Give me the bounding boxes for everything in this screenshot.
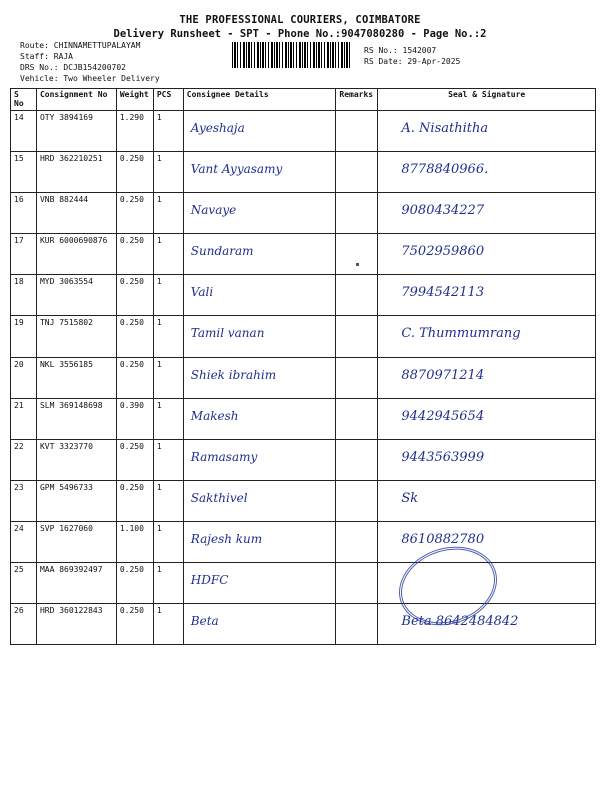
row-consignee [183, 521, 336, 562]
row-consignee [183, 439, 336, 480]
consignee-handwriting: Sakthivel [190, 490, 248, 505]
row-sno: 20 [11, 357, 37, 398]
table-row [11, 152, 596, 193]
row-sno: 18 [11, 275, 37, 316]
signature-handwriting: 9443563999 [401, 449, 485, 465]
table-row [11, 234, 596, 275]
row-pcs: 1 [153, 152, 183, 193]
row-remarks [336, 152, 378, 193]
row-consignment-no: HRD 362210251 [36, 152, 116, 193]
row-consignee [183, 193, 336, 234]
signature-handwriting: 8778840966. [401, 162, 489, 178]
row-weight: 0.250 [116, 275, 153, 316]
row-sno: 26 [11, 604, 37, 645]
row-remarks [336, 439, 378, 480]
row-consignment-no: VNB 882444 [36, 193, 116, 234]
table-row [11, 357, 596, 398]
table-row [11, 480, 596, 521]
row-sno: 21 [11, 398, 37, 439]
row-sno: 25 [11, 563, 37, 604]
table-row [11, 193, 596, 234]
row-sno: 24 [11, 521, 37, 562]
row-weight: 0.250 [116, 316, 153, 357]
row-signature [378, 234, 596, 275]
col-sno: S No [11, 89, 37, 111]
runsheet-table [10, 88, 596, 645]
row-weight: 0.250 [116, 193, 153, 234]
row-sno: 16 [11, 193, 37, 234]
row-signature [378, 480, 596, 521]
row-remarks [336, 398, 378, 439]
table-row [11, 439, 596, 480]
row-weight: 0.250 [116, 439, 153, 480]
row-remarks [336, 193, 378, 234]
runsheet-subtitle: Delivery Runsheet - SPT - Phone No.:9047080280 - Page No.:2 [113, 28, 487, 40]
row-pcs: 1 [153, 398, 183, 439]
row-signature [378, 357, 596, 398]
row-consignment-no: MYD 3063554 [36, 275, 116, 316]
row-signature [378, 152, 596, 193]
row-weight: 0.390 [116, 398, 153, 439]
row-consignee [183, 357, 336, 398]
consignee-handwriting: Beta [190, 614, 219, 629]
row-weight: 0.250 [116, 563, 153, 604]
row-remarks [336, 316, 378, 357]
row-signature [378, 398, 596, 439]
row-signature [378, 275, 596, 316]
consignee-handwriting: Ayeshaja [190, 121, 245, 135]
runsheet-title: THE PROFESSIONAL COURIERS, COIMBATORE [179, 14, 421, 26]
row-remarks [336, 604, 378, 645]
vehicle-label: Vehicle: Two Wheeler Delivery [20, 74, 160, 83]
signature-handwriting: 7502959860 [401, 244, 485, 260]
row-sno: 17 [11, 234, 37, 275]
consignee-handwriting: Sundaram [190, 244, 254, 259]
row-pcs: 1 [153, 563, 183, 604]
row-consignee [183, 275, 336, 316]
signature-handwriting: 7994542113 [401, 285, 485, 301]
consignee-handwriting: Makesh [190, 408, 239, 423]
row-consignee [183, 604, 336, 645]
row-remarks [336, 234, 378, 275]
row-sno: 15 [11, 152, 37, 193]
signature-handwriting: 9442945654 [401, 408, 485, 424]
table-row [11, 398, 596, 439]
barcode-image [232, 42, 350, 68]
row-signature [378, 316, 596, 357]
consignee-handwriting: Tamil vanan [190, 326, 265, 341]
row-remarks [336, 111, 378, 152]
consignee-handwriting: HDFC [190, 573, 229, 588]
table-row [11, 275, 596, 316]
row-consignment-no: TNJ 7515802 [36, 316, 116, 357]
row-weight: 0.250 [116, 604, 153, 645]
row-consignee [183, 480, 336, 521]
row-weight: 0.250 [116, 357, 153, 398]
row-pcs: 1 [153, 521, 183, 562]
row-remarks [336, 275, 378, 316]
row-weight: 0.250 [116, 480, 153, 521]
scan-dot [356, 263, 359, 266]
row-pcs: 1 [153, 234, 183, 275]
row-weight: 0.250 [116, 152, 153, 193]
row-consignee [183, 563, 336, 604]
row-remarks [336, 357, 378, 398]
row-pcs: 1 [153, 357, 183, 398]
row-consignee [183, 316, 336, 357]
col-remarks: Remarks [336, 89, 378, 111]
signature-handwriting: 8610882780 [401, 531, 485, 547]
signature-handwriting: A. Nisathitha [401, 121, 489, 136]
table-header-row [11, 89, 596, 111]
row-consignment-no: KUR 6000690876 [36, 234, 116, 275]
row-pcs: 1 [153, 316, 183, 357]
consignee-handwriting: Shiek ibrahim [190, 367, 277, 382]
row-pcs: 1 [153, 111, 183, 152]
row-pcs: 1 [153, 439, 183, 480]
table-row [11, 563, 596, 604]
signature-handwriting: C. Thummumrang [401, 326, 521, 342]
route-label: Route: CHINNAMETTUPALAYAM [20, 41, 141, 50]
row-sno: 19 [11, 316, 37, 357]
consignee-handwriting: Rajesh kum [190, 531, 263, 546]
col-consignee: Consignee Details [183, 89, 336, 111]
row-consignment-no: SLM 369148698 [36, 398, 116, 439]
row-remarks [336, 480, 378, 521]
consignee-handwriting: Vali [190, 285, 214, 300]
signature-handwriting: 8870971214 [401, 367, 485, 383]
row-consignment-no: OTY 3894169 [36, 111, 116, 152]
row-sno: 23 [11, 480, 37, 521]
row-sno: 22 [11, 439, 37, 480]
col-signature: Seal & Signature [378, 89, 596, 111]
rs-date: RS Date: 29-Apr-2025 [364, 57, 461, 66]
row-pcs: 1 [153, 275, 183, 316]
row-signature [378, 193, 596, 234]
table-row [11, 316, 596, 357]
row-weight: 1.290 [116, 111, 153, 152]
signature-handwriting: 9080434227 [401, 203, 485, 219]
row-consignment-no: KVT 3323770 [36, 439, 116, 480]
col-pcs: PCS [153, 89, 183, 111]
row-pcs: 1 [153, 193, 183, 234]
row-consignment-no: GPM 5496733 [36, 480, 116, 521]
row-consignment-no: HRD 360122843 [36, 604, 116, 645]
row-remarks [336, 563, 378, 604]
signature-handwriting: Sk [401, 490, 419, 506]
row-remarks [336, 521, 378, 562]
table-row [11, 111, 596, 152]
row-consignee [183, 398, 336, 439]
row-consignment-no: NKL 3556185 [36, 357, 116, 398]
drs-number: DRS No.: DCJB154200702 [20, 63, 126, 72]
col-consignment: Consignment No [36, 89, 116, 111]
row-weight: 0.250 [116, 234, 153, 275]
row-pcs: 1 [153, 604, 183, 645]
table-row [11, 521, 596, 562]
rs-number: RS No.: 1542007 [364, 46, 437, 55]
col-weight: Weight [116, 89, 153, 111]
row-consignment-no: MAA 869392497 [36, 563, 116, 604]
row-weight: 1.100 [116, 521, 153, 562]
row-signature [378, 111, 596, 152]
row-consignee [183, 234, 336, 275]
row-signature [378, 439, 596, 480]
row-pcs: 1 [153, 480, 183, 521]
staff-label: Staff: RAJA [20, 52, 73, 61]
row-sno: 14 [11, 111, 37, 152]
consignee-handwriting: Vant Ayyasamy [190, 162, 283, 177]
consignee-handwriting: Navaye [190, 203, 237, 218]
signature-handwriting: Beta 8642484842 [401, 614, 519, 630]
row-consignee [183, 111, 336, 152]
row-consignment-no: SVP 1627060 [36, 521, 116, 562]
row-consignee [183, 152, 336, 193]
consignee-handwriting: Ramasamy [190, 449, 258, 464]
table-row [11, 604, 596, 645]
